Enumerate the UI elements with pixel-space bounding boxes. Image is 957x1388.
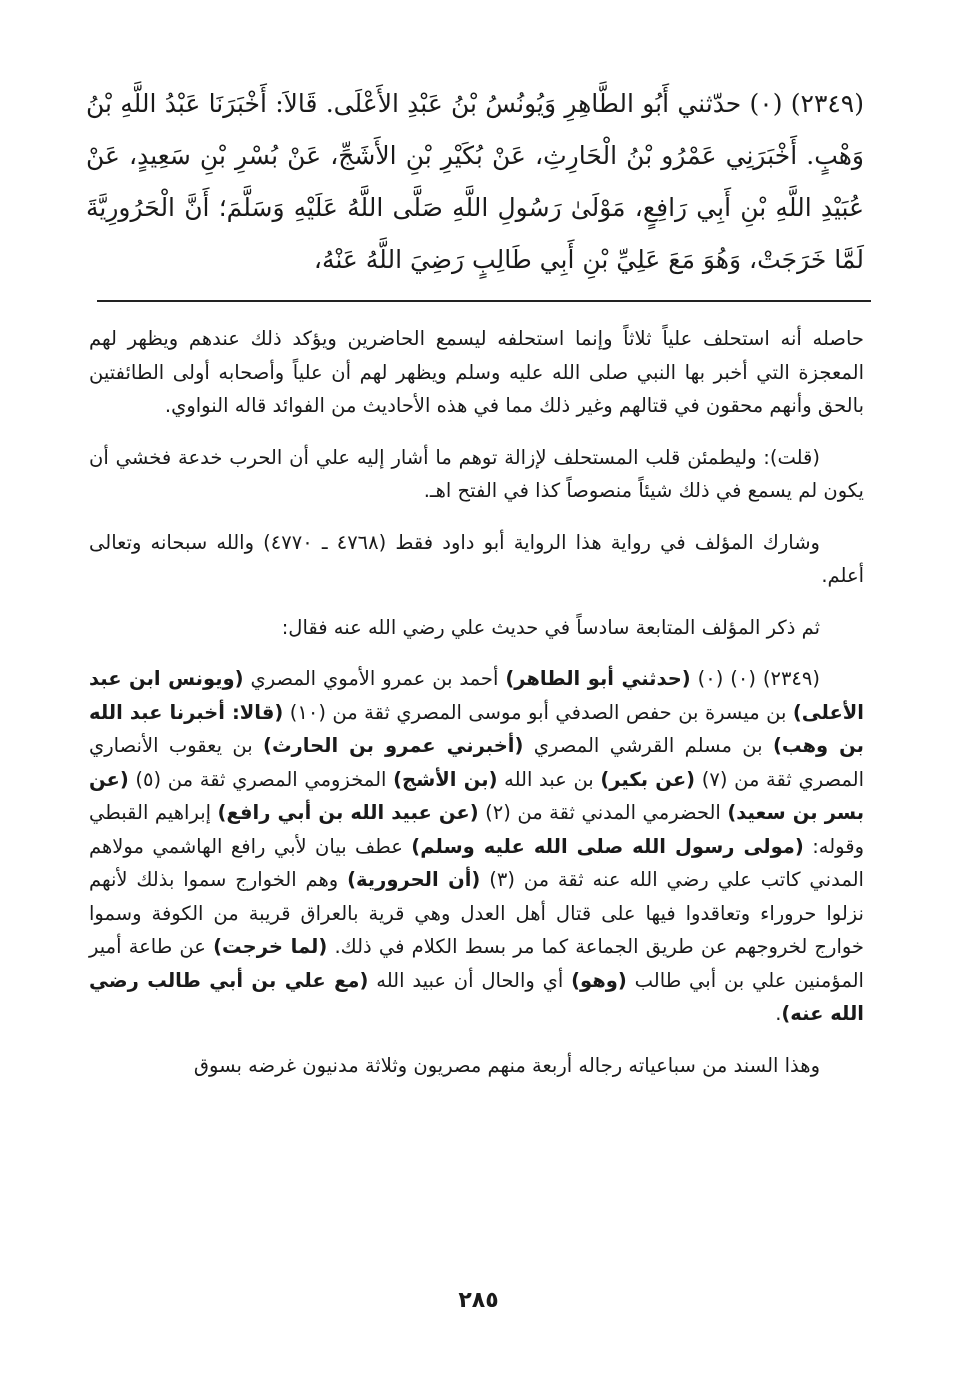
commentary-paragraph-3: وشارك المؤلف في رواية هذا الرواية أبو داود فقط (٤٧٦٨ ـ ٤٧٧٠) والله سبحانه وتعالى أعلم. bbox=[89, 530, 864, 587]
text-segment: عطف بيان لأبي رافع الهاشمي مولاهم المدني كاتب علي رضي الله عنه ثقة من (٣) bbox=[89, 834, 864, 891]
text-segment: أي والحال أن عبيد الله bbox=[368, 968, 572, 992]
text-segment: (٢٣٤٩) (٠) (٠) bbox=[690, 667, 820, 690]
bold-segment: (وهو) bbox=[571, 968, 627, 992]
text-segment: إبراهيم القبطي وقوله: bbox=[89, 801, 864, 858]
commentary bbox=[89, 322, 864, 1100]
text-segment: عن طاعة أمير المؤمنين علي بن أبي طالب bbox=[89, 935, 864, 992]
bold-segment: (بن الأشج) bbox=[393, 767, 498, 791]
text-segment: المخزومي المصري ثقة من (٥) bbox=[128, 767, 394, 791]
bold-segment: (عن بسر بن سعيد) bbox=[89, 767, 865, 824]
bold-segment: (أخبرني عمرو بن الحارث) bbox=[263, 734, 524, 757]
bold-segment: (حدثني أبو الطاهر) bbox=[505, 667, 691, 690]
text-segment: بن عبد الله bbox=[497, 767, 601, 791]
commentary-paragraph-6: وهذا السند من سباعياته رجاله أربعة منهم مصريون وثلاثة مدنيون غرضه بسوق bbox=[193, 1053, 820, 1077]
bold-segment: (أن الحرورية) bbox=[347, 868, 481, 891]
text-segment: بن ميسرة بن حفص الصدفي أبو موسى المصري ثقة من (١٠) bbox=[283, 700, 793, 724]
text-segment: بن يعقوب الأنصاري المصري ثقة من (٧) bbox=[89, 734, 865, 791]
text-segment: وهم الخوارج سموا بذلك لأنهم نزلوا حروراء وتعاقدوا فيها على قتال أهل العدل وهي قرية بالعراق قريبة من الكوفة وسموا خوارج لخروجهم عن طريق الجماعة كما مر بسط الكلام في ذلك. bbox=[89, 868, 864, 958]
bold-segment: (قالا: أخبرنا عبد الله بن وهب) bbox=[89, 700, 864, 757]
bold-segment: (ويونس ابن عبد الأعلى) bbox=[89, 667, 864, 724]
text-segment: بن مسلم القرشي المصري bbox=[523, 734, 773, 757]
text-segment: الحضرمي المدني ثقة من (٢) bbox=[478, 801, 728, 824]
text-segment: أحمد بن عمرو الأموي المصري bbox=[243, 667, 506, 690]
commentary-paragraph-1: حاصله أنه استحلف علياً ثلاثاً وإنما استحلفه ليسمع الحاضرين ويؤكد ذلك عندهم ويظهر لهم المعجزة التي أخبر بها النبي صلى الله عليه وسلم ويظهر لهم أن علياً وأصحابه أولى الطائفتين بالحق وأنهم محقون في قتالهم وغير ذلك مما في هذه الأحاديث من الفوائد قاله النواوي. bbox=[89, 327, 864, 417]
bold-segment: (مع علي بن أبي طالب رضي الله عنه) bbox=[89, 968, 864, 1025]
bold-segment: (لما خرجت) bbox=[213, 935, 328, 958]
commentary-paragraph-5 bbox=[89, 662, 864, 1031]
commentary-paragraph-4: ثم ذكر المؤلف المتابعة سادساً في حديث علي رضي الله عنه فقال: bbox=[281, 615, 820, 639]
footnote-separator bbox=[97, 300, 871, 302]
bold-segment: (مولى رسول الله صلى الله عليه وسلم) bbox=[411, 834, 804, 858]
bold-segment: (عن بكير) bbox=[600, 767, 696, 791]
page-number: ٢٨٥ bbox=[458, 1288, 499, 1313]
commentary-paragraph-2: (قلت): وليطمئن قلب المستحلف لإزالة توهم ما أشار إليه علي أن الحرب خدعة فخشي أن يكون لم يسمع في ذلك شيئاً منصوصاً كذا في الفتح اهـ. bbox=[89, 445, 864, 502]
bold-segment: (عن عبيد الله بن أبي رافع) bbox=[217, 801, 479, 824]
hadith-text: (٢٣٤٩) (٠) حدّثني أَبُو الطَّاهِرِ وَيُونُسُ بْنُ عَبْدِ الأَعْلَى. قَالاَ: أَخْبَرَنَا عَبْدُ اللَّهِ بْنُ وَهْبٍ. أَخْبَرَنِي عَمْرُو بْنُ الْحَارِثِ، عَنْ بُكَيْرِ بْنِ الأَشَجِّ، عَنْ بُسْرِ بْنِ سَعِيدٍ، عَنْ عُبَيْدِ اللَّهِ بْنِ أَبِي رَافِعٍ، مَوْلَىٰ رَسُولِ اللَّهِ صَلَّى اللَّهُ عَلَيْهِ وَسَلَّمَ؛ أَنَّ الْحَرُورِيَّةَ لَمَّا خَرَجَتْ، وَهُوَ مَعَ عَلِيِّ بْنِ أَبِي طَالِبٍ رَضِيَ اللَّهُ عَنْهُ، bbox=[86, 89, 864, 274]
text-segment: . bbox=[775, 1002, 782, 1025]
